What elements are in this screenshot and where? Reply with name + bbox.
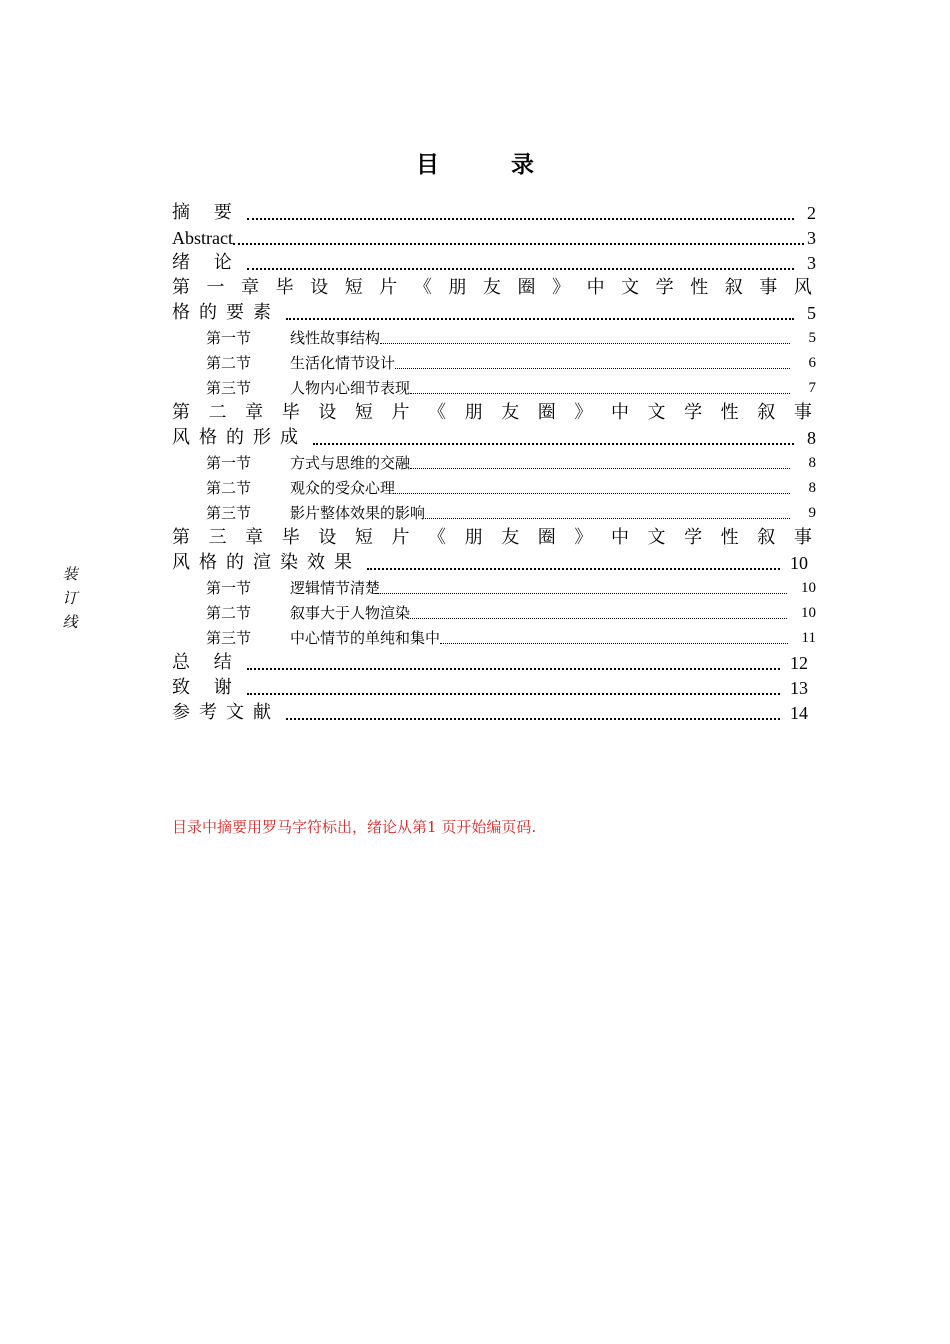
- chapter-char: 第: [172, 277, 190, 298]
- chapter-char: 片: [379, 277, 398, 298]
- chapter-char: 风: [793, 277, 812, 298]
- chapter-char: 事: [759, 277, 778, 298]
- toc-entry-intro[interactable]: [172, 248, 822, 273]
- chapter-char: 《: [428, 402, 447, 423]
- chapter-char: 朋: [464, 402, 483, 423]
- chapter-char: 朋: [448, 277, 467, 298]
- toc-page-number: 8: [807, 428, 816, 448]
- toc-section[interactable]: [172, 623, 822, 648]
- dot-leader: [247, 217, 794, 220]
- toc-page-number: 3: [807, 228, 816, 248]
- section-title: 观众的受众心理: [290, 479, 396, 497]
- chapter-char: 学: [684, 527, 703, 548]
- chapter-char: 性: [720, 527, 739, 548]
- chapter-char: 中: [610, 527, 629, 548]
- chapter-char: 二: [208, 402, 227, 423]
- title-char: 目: [416, 152, 439, 178]
- chapter-char: 文: [647, 402, 666, 423]
- toc-section[interactable]: [172, 473, 822, 498]
- toc-section[interactable]: [172, 348, 822, 373]
- chapter-char: 一: [206, 277, 225, 298]
- toc-entry-conclusion[interactable]: [172, 648, 822, 673]
- section-title: 线性故事结构: [290, 329, 381, 347]
- toc-entry-references[interactable]: [172, 698, 822, 723]
- toc-section[interactable]: [172, 573, 822, 598]
- toc-section[interactable]: [172, 598, 822, 623]
- section-title: 影片整体效果的影响: [290, 504, 426, 522]
- toc-label: 参考文献: [172, 702, 280, 723]
- dot-leader: [380, 342, 790, 344]
- chapter-char: 性: [690, 277, 709, 298]
- chapter-char: 性: [720, 402, 739, 423]
- chapter-char: 章: [245, 402, 264, 423]
- toc-chapter-3-title-line1[interactable]: [172, 523, 812, 548]
- chapter-char: 设: [310, 277, 329, 298]
- dot-leader: [410, 392, 790, 394]
- toc-page-number: 12: [790, 653, 808, 673]
- chapter-char: 友: [501, 527, 520, 548]
- chapter-char: 章: [241, 277, 260, 298]
- section-number: 第一节: [206, 329, 252, 347]
- dot-leader: [440, 642, 788, 644]
- dot-leader: [313, 442, 794, 445]
- chapter-char: 中: [586, 277, 605, 298]
- toc-page-number: 7: [808, 380, 816, 396]
- toc-page-number: 10: [801, 580, 816, 596]
- chapter-char: 中: [610, 402, 629, 423]
- binding-char: 订: [62, 589, 78, 607]
- section-number: 第一节: [206, 454, 252, 472]
- chapter-char: 毕: [281, 402, 300, 423]
- toc-chapter-1-title-line1[interactable]: [172, 273, 812, 298]
- chapter-char: 《: [428, 527, 447, 548]
- toc-page-number: 2: [807, 203, 816, 223]
- toc-label: Abstract: [172, 228, 233, 248]
- chapter-char: 片: [391, 527, 410, 548]
- toc-page-number: 10: [801, 605, 816, 621]
- chapter-char: 片: [391, 402, 410, 423]
- toc-page-number: 3: [807, 253, 816, 273]
- toc-chapter-1-title-line2[interactable]: [172, 298, 822, 323]
- toc-page-number: 8: [808, 455, 816, 471]
- toc-label: 摘 要: [172, 202, 241, 223]
- chapter-char: 》: [552, 277, 571, 298]
- dot-leader: [367, 567, 780, 570]
- chapter-char: 设: [318, 527, 337, 548]
- toc-page-number: 11: [801, 630, 816, 646]
- section-title: 生活化情节设计: [290, 354, 396, 372]
- dot-leader: [247, 692, 780, 695]
- chapter-char: 事: [793, 402, 812, 423]
- chapter-char: 三: [208, 527, 227, 548]
- chapter-char: 第: [172, 527, 190, 548]
- section-number: 第三节: [206, 629, 252, 647]
- toc-label: 总 结: [172, 652, 241, 673]
- chapter-char: 》: [574, 527, 593, 548]
- pagination-note: 目录中摘要用罗马字符标出，绪论从第1 页开始编页码.: [172, 818, 537, 836]
- toc-chapter-2-title-line2[interactable]: [172, 423, 822, 448]
- dot-leader: [380, 592, 787, 594]
- section-title: 叙事大于人物渲染: [290, 604, 411, 622]
- chapter-char: 章: [245, 527, 264, 548]
- chapter-char: 叙: [757, 402, 776, 423]
- chapter-char: 友: [482, 277, 501, 298]
- dot-leader: [425, 517, 790, 519]
- toc-chapter-3-title-line2[interactable]: [172, 548, 822, 573]
- dot-leader: [247, 267, 794, 270]
- section-number: 第三节: [206, 504, 252, 522]
- chapter-char: 事: [793, 527, 812, 548]
- toc-label: 致 谢: [172, 677, 241, 698]
- toc-entry-thanks[interactable]: [172, 673, 822, 698]
- toc-section[interactable]: [172, 498, 822, 523]
- chapter-char: 文: [647, 527, 666, 548]
- toc-page-number: 14: [790, 703, 808, 723]
- dot-leader: [395, 367, 790, 369]
- dot-leader: [395, 492, 790, 494]
- section-title: 中心情节的单纯和集中: [290, 629, 441, 647]
- toc-section[interactable]: [172, 373, 822, 398]
- toc-chapter-2-title-line1[interactable]: [172, 398, 812, 423]
- toc-label: 格的要素: [172, 302, 280, 323]
- chapter-char: 毕: [275, 277, 294, 298]
- chapter-char: 学: [684, 402, 703, 423]
- section-title: 方式与思维的交融: [290, 454, 411, 472]
- dot-leader: [233, 242, 804, 245]
- chapter-char: 第: [172, 402, 190, 423]
- chapter-char: 短: [354, 402, 373, 423]
- section-title: 人物内心细节表现: [290, 379, 411, 397]
- chapter-char: 文: [621, 277, 640, 298]
- chapter-char: 《: [413, 277, 432, 298]
- binding-char: 装: [62, 565, 78, 583]
- chapter-char: 叙: [724, 277, 743, 298]
- toc-page-number: 10: [790, 553, 808, 573]
- dot-leader: [410, 467, 790, 469]
- toc-section[interactable]: [172, 323, 822, 348]
- chapter-char: 圈: [517, 277, 536, 298]
- dot-leader: [247, 667, 780, 670]
- toc-label: 风格的形成: [172, 427, 307, 448]
- binding-line-label: [60, 562, 80, 634]
- section-number: 第一节: [206, 579, 252, 597]
- title-char: 录: [511, 152, 534, 178]
- toc-label: 风格的渲染效果: [172, 552, 361, 573]
- toc-page-number: 8: [808, 480, 816, 496]
- chapter-char: 朋: [464, 527, 483, 548]
- toc-page-number: 6: [808, 355, 816, 371]
- dot-leader: [286, 317, 794, 320]
- chapter-char: 叙: [757, 527, 776, 548]
- chapter-char: 学: [655, 277, 674, 298]
- dot-leader: [286, 717, 780, 720]
- section-number: 第二节: [206, 354, 252, 372]
- toc-section[interactable]: [172, 448, 822, 473]
- toc-page-number: 5: [807, 303, 816, 323]
- toc-entry-abstract-en[interactable]: [172, 223, 822, 248]
- toc-page-number: 9: [808, 505, 816, 521]
- table-of-contents: [172, 198, 822, 723]
- chapter-char: 圈: [537, 527, 556, 548]
- dot-leader: [410, 617, 787, 619]
- chapter-char: 》: [574, 402, 593, 423]
- section-number: 第三节: [206, 379, 252, 397]
- chapter-char: 毕: [281, 527, 300, 548]
- page-title: [0, 146, 950, 179]
- chapter-char: 设: [318, 402, 337, 423]
- toc-label: 绪 论: [172, 252, 241, 273]
- toc-entry-abstract-cn[interactable]: [172, 198, 822, 223]
- section-number: 第二节: [206, 479, 252, 497]
- chapter-char: 短: [344, 277, 363, 298]
- section-number: 第二节: [206, 604, 252, 622]
- toc-page-number: 13: [790, 678, 808, 698]
- section-title: 逻辑情节清楚: [290, 579, 381, 597]
- chapter-char: 圈: [537, 402, 556, 423]
- binding-char: 线: [62, 613, 78, 631]
- chapter-char: 友: [501, 402, 520, 423]
- toc-page-number: 5: [808, 330, 816, 346]
- chapter-char: 短: [354, 527, 373, 548]
